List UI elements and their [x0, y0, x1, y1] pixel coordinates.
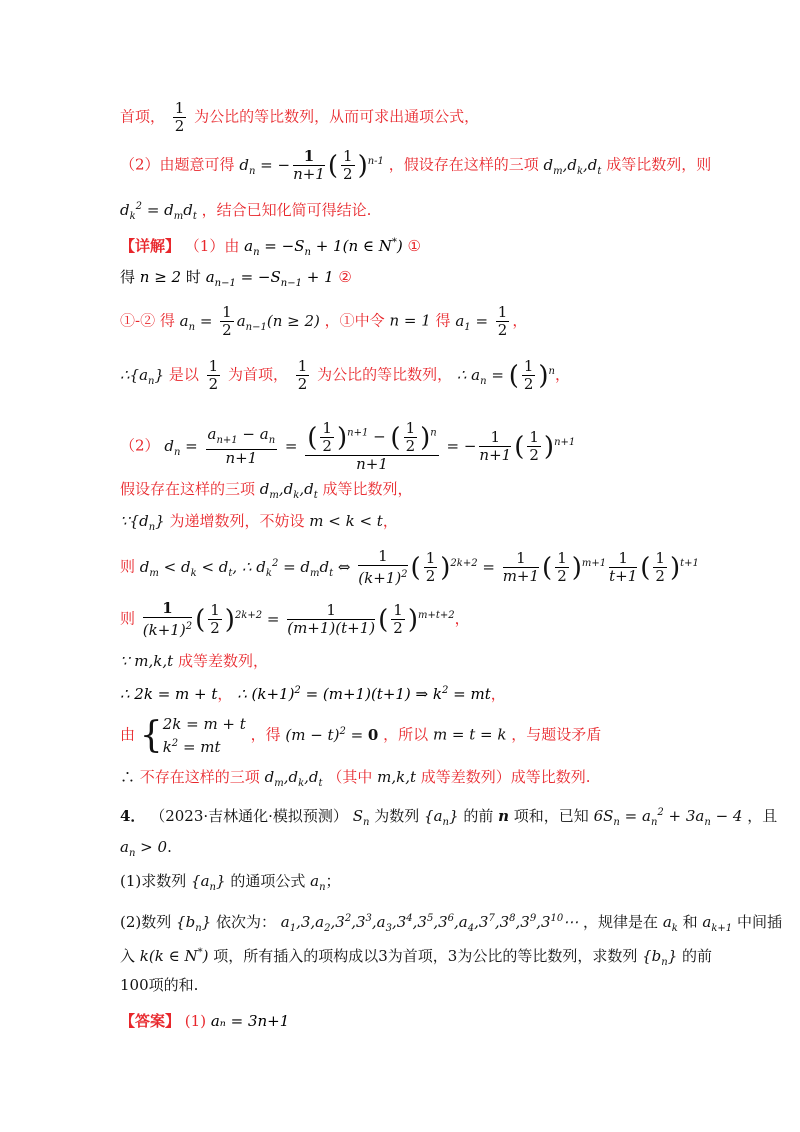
formula-geom-mean: $d_k^2 = d_md_t$ [120, 201, 197, 222]
line-16: ∴ 不存在这样的三项 $d_m,d_k,d_t$ （其中 m,k,t 成等差数列）成等比数列. [120, 768, 591, 789]
line-4: 【详解】 （1）由 $a_n = -S_n + 1(n$ ∈ N*) ① [120, 237, 421, 258]
problem-4-q2-cont: 入 k(k ∈ N*) 项，所有插入的项构成以3为首项，3为公比的等比数列，求数列 $\{b_n\}$ 的前 [120, 947, 713, 968]
fraction-one-half: $\frac{1}{2}$ [174, 99, 185, 135]
problem-4-q2: (2)数列 $\{b_n\}$ 依次为： $a_1,3,a_2,3^2,3^3,a_3,3^4,3^5,3^6,a_4,3^7,3^8,3^9,3^{10}\cdots$ ，规律是在 $a_k$ 和 $a_{k+1}$ 中间插 [120, 913, 782, 934]
answer-formula: aₙ = 3n+1 [210, 1012, 290, 1030]
problem-4-line-1: 4． （2023·吉林通化·模拟预测） $S_n$ 为数列 $\{a_n\}$ 的前 n 项和，已知 $6S_n = a_n^2 + 3a_n - 4$ ，且 [120, 807, 778, 828]
line-12: 则 $\frac{1}{(k+1)^2}$ ( $\frac{1}{2}$ )$^{2k+2}$ = $\frac{1}{(m+1)(t+1)}$ ( $\frac{1}{2}$ )$^{m+t+2}$， [120, 599, 470, 639]
formula-terms: $d_m,d_k,d_t$ [543, 155, 602, 177]
line-9: 假设存在这样的三项 $d_m,d_k,d_t$ 成等比数列， [120, 480, 413, 501]
line-1: 首项， $\frac{1}{2}$ 为公比的等比数列，从而可求出通项公式， [120, 99, 480, 135]
problem-4-q2-end: 100项的和. [120, 976, 199, 994]
line-10: $\because\{d_n\}$ 为递增数列，不妨设 m < k < t， [120, 512, 398, 533]
line-7: $\therefore\{a_n\}$ 是以 $\frac{1}{2}$ 为首项， $\frac{1}{2}$ 为公比的等比数列， ∴ $a_n$ = ( $\frac{1}{2}$ )$^n$， [120, 357, 571, 393]
problem-4-q1: (1)求数列 $\{a_n\}$ 的通项公式 $a_n$； [120, 872, 341, 893]
answer-line: 【答案】 (1) aₙ = 3n+1 [120, 1012, 290, 1030]
line-11: 则 $d_m < d_k < d_t$, ∴ $d_k^2 = d_md_t$ ⇔ $\frac{1}{(k+1)^2}$ ( $\frac{1}{2}$ )$^{2k+2}$ = $\frac{1}{m+1}$ ( $\frac{1}{2}$ )$^{m+1}$ $\frac{1}{t+1}$ ( $\frac{1}{2}$ )$^{t+1}$ [120, 547, 699, 587]
line-6: ①-② 得 $a_n$ = $\frac{1}{2}$ $a_{n-1}(n \ge 2)$ ，①中令 n = 1 得 $a_1$ = $\frac{1}{2}$ ， [120, 303, 528, 339]
line-2: （2）由题意可得 $d_n$ = − $\frac{1}{n+1}$ ( $\frac{1}{2}$ )$^{n-1}$ ，假设存在这样的三项 $d_m,d_k,d_t$ 成等比数列，则 [120, 147, 712, 183]
line-8: （2） $d_n$ = $\frac{a_{n+1} - a_n}{n+1}$ = ( $\frac{1}{2}$ )$^{n+1}$ − ( $\frac{1}{2}$ )$^n$ n+1 = − $\frac{1}{n+1}$ ( $\frac{1}{2}$ )$^{n+1}$ [120, 419, 576, 473]
problem-4-line-2: $a_n > 0$. [120, 838, 172, 859]
line-5: 得 n ≥ 2 时 $a_{n-1} = -S_{n-1} + 1$ ② [120, 268, 352, 289]
line-13: ∵ m,k,t 成等差数列， [120, 652, 268, 670]
line-15: 由 {2k = m + t $k^2$ = mt ，得 $(m - t)^2 = 0$ ，所以 m = t = k ，与题设矛盾 [120, 714, 602, 756]
formula-an: $a_n = -S_n + 1(n$ ∈ N*) [244, 237, 403, 258]
line-14: ∴ 2k = m + t， ∴ $(k+1)^2 = (m+1)(t+1)$ ⇒ $k^2$ = mt， [120, 685, 506, 703]
formula-dn: $d_n$ = − $\frac{1}{n+1}$ ( $\frac{1}{2}$ )$^{n-1}$ [239, 147, 384, 183]
line-3: $d_k^2 = d_md_t$ ，结合已知化简可得结论. [120, 201, 372, 222]
